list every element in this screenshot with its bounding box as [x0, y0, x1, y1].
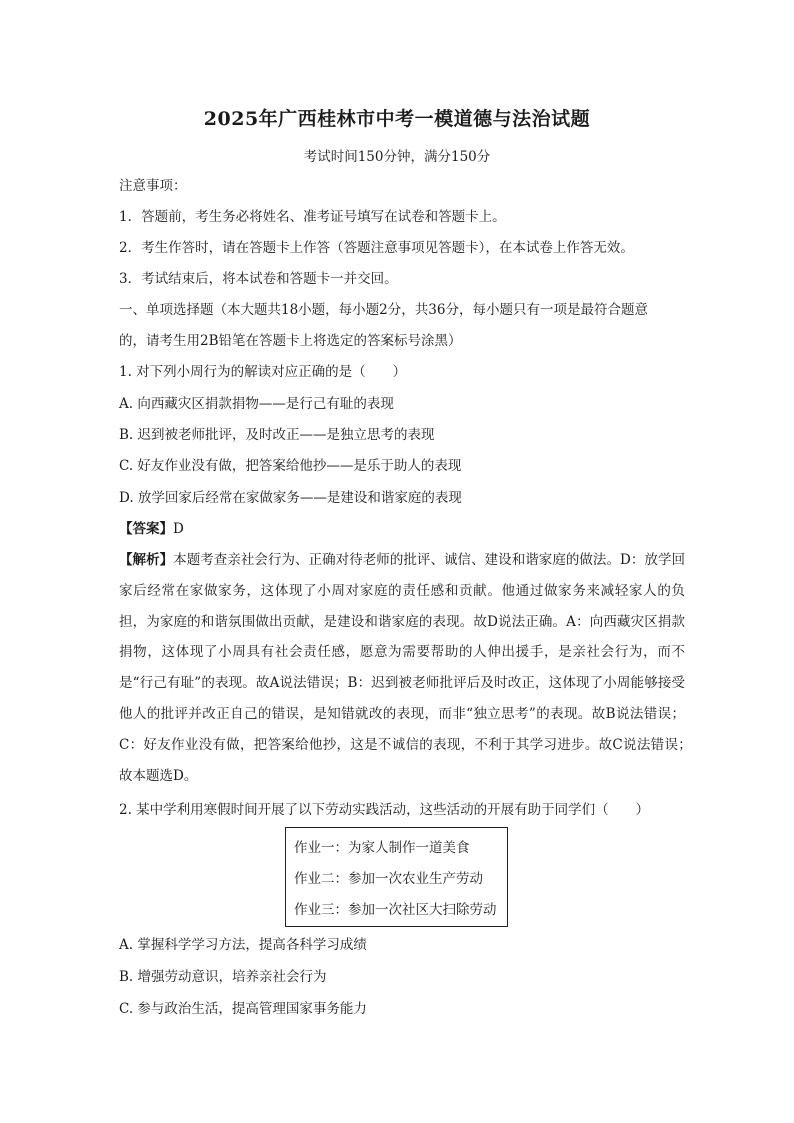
section-heading-line-1: 一、单项选择题（本大题共18小题，每小题2分，共36分，每小题只有一项是最符合题意 — [119, 302, 648, 318]
notice-item-2: 2．考生作答时，请在答题卡上作答（答题注意事项见答题卡），在本试卷上作答无效。 — [119, 240, 634, 256]
notice-item-3: 3．考试结束后，将本试卷和答题卡一并交回。 — [119, 271, 398, 287]
question-2-option-a: A. 掌握科学学习方法，提高各科学习成绩 — [119, 937, 367, 953]
task-item-1: 作业一：为家人制作一道美食 — [294, 840, 470, 856]
task-item-2: 作业二：参加一次农业生产劳动 — [294, 871, 483, 887]
page-title: 2025年广西桂林市中考一模道德与法治试题 — [203, 108, 591, 130]
question-2-stem: 2. 某中学利用寒假时间开展了以下劳动实践活动，这些活动的开展有助于同学们（ ） — [119, 802, 650, 818]
answer-value: D — [173, 521, 184, 537]
question-1-analysis — [119, 545, 699, 791]
analysis-tag: 【解析】 — [119, 552, 174, 568]
question-2-option-b: B. 增强劳动意识，培养亲社会行为 — [119, 969, 327, 985]
task-list-box — [285, 827, 508, 927]
answer-tag: 【答案】 — [119, 521, 173, 537]
notice-item-1: 1．答题前，考生务必将姓名、准考证号填写在试卷和答题卡上。 — [119, 209, 506, 225]
question-1-option-c: C. 好友作业没有做，把答案给他抄——是乐于助人的表现 — [119, 458, 462, 474]
exam-info: 考试时间150分钟，满分150分 — [303, 149, 491, 165]
question-1-stem: 1. 对下列小周行为的解读对应正确的是（ ） — [119, 364, 407, 380]
task-item-3: 作业三：参加一次社区大扫除劳动 — [294, 902, 497, 918]
notice-heading: 注意事项： — [119, 178, 187, 194]
question-1-answer — [119, 519, 689, 539]
question-2-option-c: C. 参与政治生活，提高管理国家事务能力 — [119, 1001, 367, 1017]
question-1-option-a: A. 向西藏灾区捐款捐物——是行己有耻的表现 — [119, 396, 394, 412]
question-1-option-b: B. 迟到被老师批评，及时改正——是独立思考的表现 — [119, 427, 435, 443]
section-heading-line-2: 的，请考生用2B铅笔在答题卡上将选定的答案标号涂黑） — [119, 333, 462, 349]
question-1-option-d: D. 放学回家后经常在家做家务——是建设和谐家庭的表现 — [119, 490, 462, 506]
analysis-text: 本题考查亲社会行为、正确对待老师的批评、诚信、建设和谐家庭的做法。D：放学回家后经常在家做家务，这体现了小周对家庭的责任感和贡献。他通过做家务来减轻家人的负担，为家庭的和谐氛围做出贡献，是建设和谐家庭的表现。故D说法正确。A：向西藏灾区捐款捐物，这体现了小周具有社会责任感，愿意为需要帮助的人伸出援手，是亲社会行为，而不是“行己有耻”的表现。故A说法错误；B：迟到被老师批评后及时改正，这体现了小周能够接受他人的批评并改正自己的错误，是知错就改的表现，而非“独立思考”的表现。故B说法错误；C：好友作业没有做，把答案给他抄，这是不诚信的表现，不利于其学习进步。故C说法错误； 故本题选D。 — [119, 552, 699, 784]
